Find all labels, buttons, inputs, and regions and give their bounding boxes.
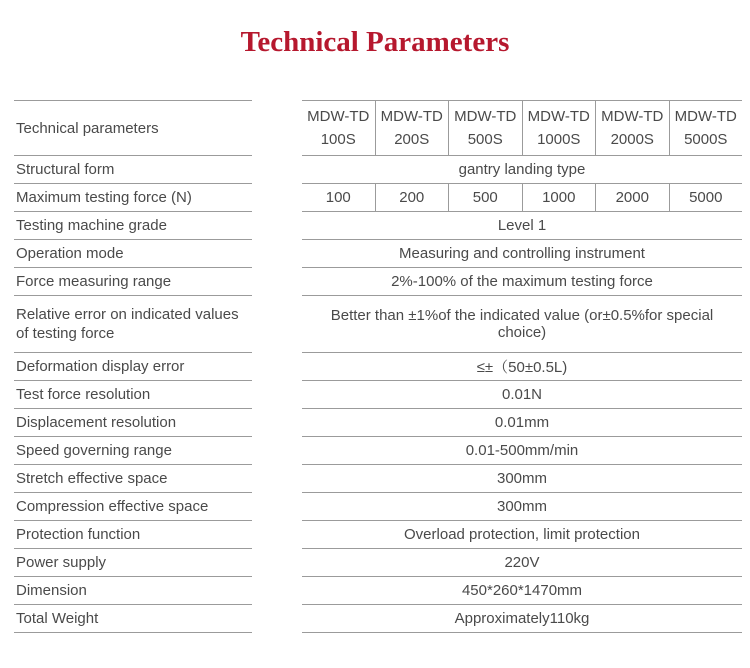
- column-gap: [252, 156, 302, 184]
- column-gap: [252, 184, 302, 212]
- model-header-cells: [302, 100, 742, 156]
- row-value: Better than ±1%of the indicated value (or±0.5%for special choice): [302, 296, 742, 353]
- model-number: 500S: [467, 131, 503, 148]
- row-label: Power supply: [14, 549, 252, 577]
- row-label: Dimension: [14, 577, 252, 605]
- model-number: 1000S: [537, 131, 581, 148]
- row-label: Compression effective space: [14, 493, 252, 521]
- column-gap: [252, 409, 302, 437]
- column-gap: [252, 268, 302, 296]
- table-row: [14, 549, 750, 577]
- row-label: Stretch effective space: [14, 465, 252, 493]
- corner-label: Technical parameters: [14, 100, 252, 156]
- page-title: Technical Parameters: [240, 26, 510, 58]
- row-label: Testing machine grade: [14, 212, 252, 240]
- model-header-cell: [375, 101, 449, 155]
- model-header-cell: [669, 101, 743, 155]
- table-row: [14, 353, 750, 381]
- row-label: Operation mode: [14, 240, 252, 268]
- column-gap: [252, 437, 302, 465]
- row-label: Maximum testing force (N): [14, 184, 252, 212]
- value-cell: 5000: [669, 184, 743, 211]
- column-gap: [252, 577, 302, 605]
- model-series: MDW-TD: [601, 108, 664, 125]
- table-row: [14, 296, 750, 353]
- row-value: gantry landing type: [302, 156, 742, 184]
- table-row: [14, 240, 750, 268]
- column-gap: [252, 605, 302, 633]
- model-number: 5000S: [684, 131, 728, 148]
- row-value: Level 1: [302, 212, 742, 240]
- value-cell: 100: [325, 189, 351, 206]
- model-number: 100S: [320, 131, 356, 148]
- table-row: [14, 268, 750, 296]
- row-value: 300mm: [302, 493, 742, 521]
- table-row: [14, 381, 750, 409]
- row-value: 450*260*1470mm: [302, 577, 742, 605]
- model-header-cell: [302, 101, 375, 155]
- row-value: 0.01-500mm/min: [302, 437, 742, 465]
- row-value: Overload protection, limit protection: [302, 521, 742, 549]
- table-row: [14, 521, 750, 549]
- column-gap: [252, 465, 302, 493]
- model-header-cell: [448, 101, 522, 155]
- table-row: [14, 409, 750, 437]
- table-row: [14, 577, 750, 605]
- row-label: Speed governing range: [14, 437, 252, 465]
- model-header-cell: [595, 101, 669, 155]
- row-label: Test force resolution: [14, 381, 252, 409]
- model-series: MDW-TD: [674, 108, 737, 125]
- model-number: 2000S: [610, 131, 654, 148]
- row-label: Relative error on indicated values of testing force: [14, 296, 252, 353]
- value-cell: 1000: [522, 184, 596, 211]
- row-label: Force measuring range: [14, 268, 252, 296]
- row-value: 300mm: [302, 465, 742, 493]
- row-label: Deformation display error: [14, 353, 252, 381]
- parameters-table: [14, 100, 750, 633]
- table-row: [14, 465, 750, 493]
- row-value: Approximately110kg: [302, 605, 742, 633]
- table-row: [14, 184, 750, 212]
- row-value: 220V: [302, 549, 742, 577]
- column-gap: [252, 381, 302, 409]
- row-label: Structural form: [14, 156, 252, 184]
- row-label: Displacement resolution: [14, 409, 252, 437]
- model-header-cell: [522, 101, 596, 155]
- row-value: ≤±（50±0.5L): [302, 353, 742, 381]
- column-gap: [252, 353, 302, 381]
- row-value: Measuring and controlling instrument: [302, 240, 742, 268]
- row-values: [302, 184, 742, 212]
- column-gap: [252, 549, 302, 577]
- value-cell: 200: [375, 184, 449, 211]
- table-row: [14, 437, 750, 465]
- row-value: 0.01mm: [302, 409, 742, 437]
- model-series: MDW-TD: [307, 108, 370, 125]
- row-label: Total Weight: [14, 605, 252, 633]
- column-gap: [252, 493, 302, 521]
- row-label: Protection function: [14, 521, 252, 549]
- model-series: MDW-TD: [454, 108, 517, 125]
- row-value: 2%-100% of the maximum testing force: [302, 268, 742, 296]
- column-gap: [252, 521, 302, 549]
- value-cell: 500: [448, 184, 522, 211]
- value-cell: 2000: [595, 184, 669, 211]
- table-header-row: [14, 100, 750, 156]
- model-series: MDW-TD: [527, 108, 590, 125]
- row-value: 0.01N: [302, 381, 742, 409]
- model-number: 200S: [394, 131, 430, 148]
- column-gap: [252, 240, 302, 268]
- table-body: [14, 156, 750, 633]
- column-gap: [252, 100, 302, 156]
- table-row: [14, 212, 750, 240]
- table-row: [14, 156, 750, 184]
- column-gap: [252, 212, 302, 240]
- column-gap: [252, 296, 302, 353]
- table-row: [14, 605, 750, 633]
- model-series: MDW-TD: [380, 108, 443, 125]
- table-row: [14, 493, 750, 521]
